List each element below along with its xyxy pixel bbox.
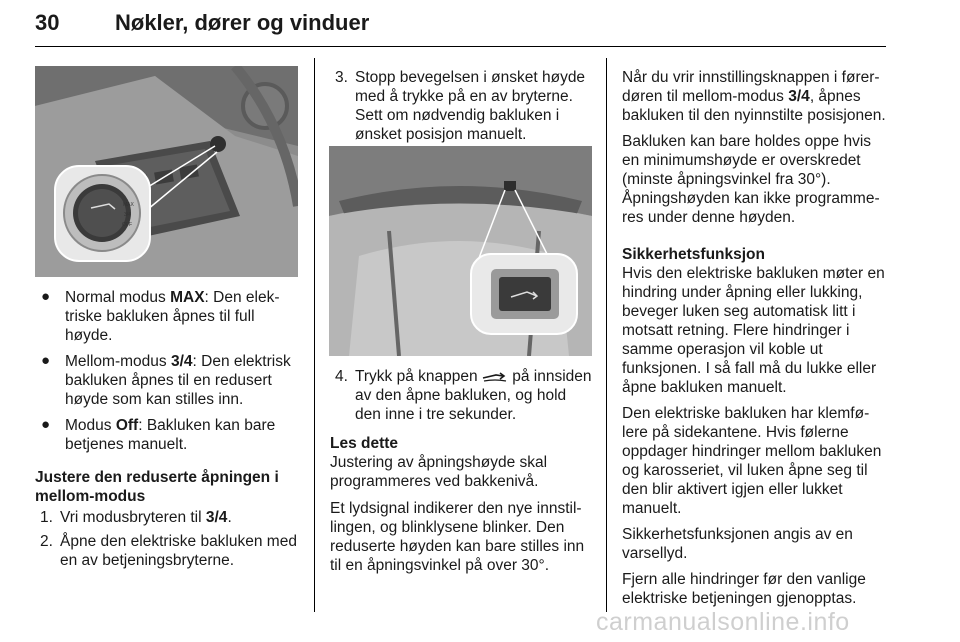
paragraph: Fjern alle hindringer før den vanlige elektriske betjeningen gjenopptas. [622,571,866,607]
note-title: Les dette [330,435,399,452]
bullet-icon: ● [41,352,51,369]
page-header [35,4,885,48]
paragraph: Et lydsignal indikerer den nye innstillingen, og blinklysene blinker. Den reduserte høyden kan bare stilles inn til en åpningsvinkel på over 30°. [330,500,585,574]
paragraph: Hvis den elektriske bakluken møter en hindring under åpning eller lukking, beveger luken seg automatisk litt i motsatt retning. Flere hindringer i samme operasjon vil koble ut funksjonen. I så fall må du lukke eller åpne bakluken manuelt. [622,265,885,396]
column-2-bottom-text [330,367,592,575]
step-item: 2. Åpne den elektriske bakluken med en av betjeningsbryterne. [40,533,297,569]
column-divider-1 [314,58,315,612]
column-1-text [35,288,300,575]
list-item: ● Modus Off: Bakluken kan bare betjenes manuelt. [41,416,276,453]
section-heading: Justere den reduserte åpningen i mellom-modus [35,469,279,505]
paragraph: Den elektriske bakluken har klemfølere på sidekantene. Hvis følerne oppdager hindringer mellom bakluken og karosseriet, vil luken åpne seg til den blir aktivert igjen eller lukket manuelt. [622,405,882,517]
step-item: 1. Vri modusbryteren til 3/4. [40,509,232,526]
tailgate-icon [482,370,508,382]
bullet-icon: ● [41,416,51,433]
paragraph: Sikkerhetsfunksjonen angis av en varsellyd. [622,526,853,562]
column-3-text [622,68,888,608]
svg-text:3/4: 3/4 [124,212,131,218]
paragraph: Bakluken kan bare holdes oppe hvis en minimumshøyde er overskredet (minste åpningsvinkel fra 30°). Åpningshøyden kan ikke programmeres under denne høyden. [622,133,880,226]
paragraph: Når du vrir innstillingsknappen i førerdøren til mellom-modus 3/4, åpnes bakluken til den nyinnstilte posisjonen. [622,69,886,124]
mode-switch-illustration [35,66,298,277]
note-text: Justering av åpningshøyde skal programmeres ved bakkenivå. [330,454,548,490]
section-heading: Sikkerhetsfunksjon [622,246,765,263]
column-divider-2 [606,58,607,612]
svg-text:OFF: OFF [122,222,132,228]
page-title: Nøkler, dører og vinduer [115,10,370,35]
step-item: 3. Stopp bevegelsen i ønsket høyde med å trykke på en av bryterne. Sett om nødvendig bakluken i ønsket posisjon manuelt. [335,69,586,143]
page-number: 30 [35,10,60,35]
svg-text:MAX: MAX [123,202,134,208]
bullet-icon: ● [41,288,51,305]
column-2-top-text [330,68,592,149]
header-rule [35,46,886,47]
tailgate-button-illustration [329,146,592,356]
watermark: carmanualsonline.info [596,608,850,636]
list-item: ● Mellom-modus 3/4: Den elektrisk bakluken åpnes til en redusert høyde som kan stilles inn. [41,352,291,408]
step-item: 4. Trykk på knappen på innsiden av den åpne bakluken, og hold den inne i tre sekunder. [335,368,592,423]
list-item: ● Normal modus MAX: Den elektriske bakluken åpnes til full høyde. [41,288,280,344]
